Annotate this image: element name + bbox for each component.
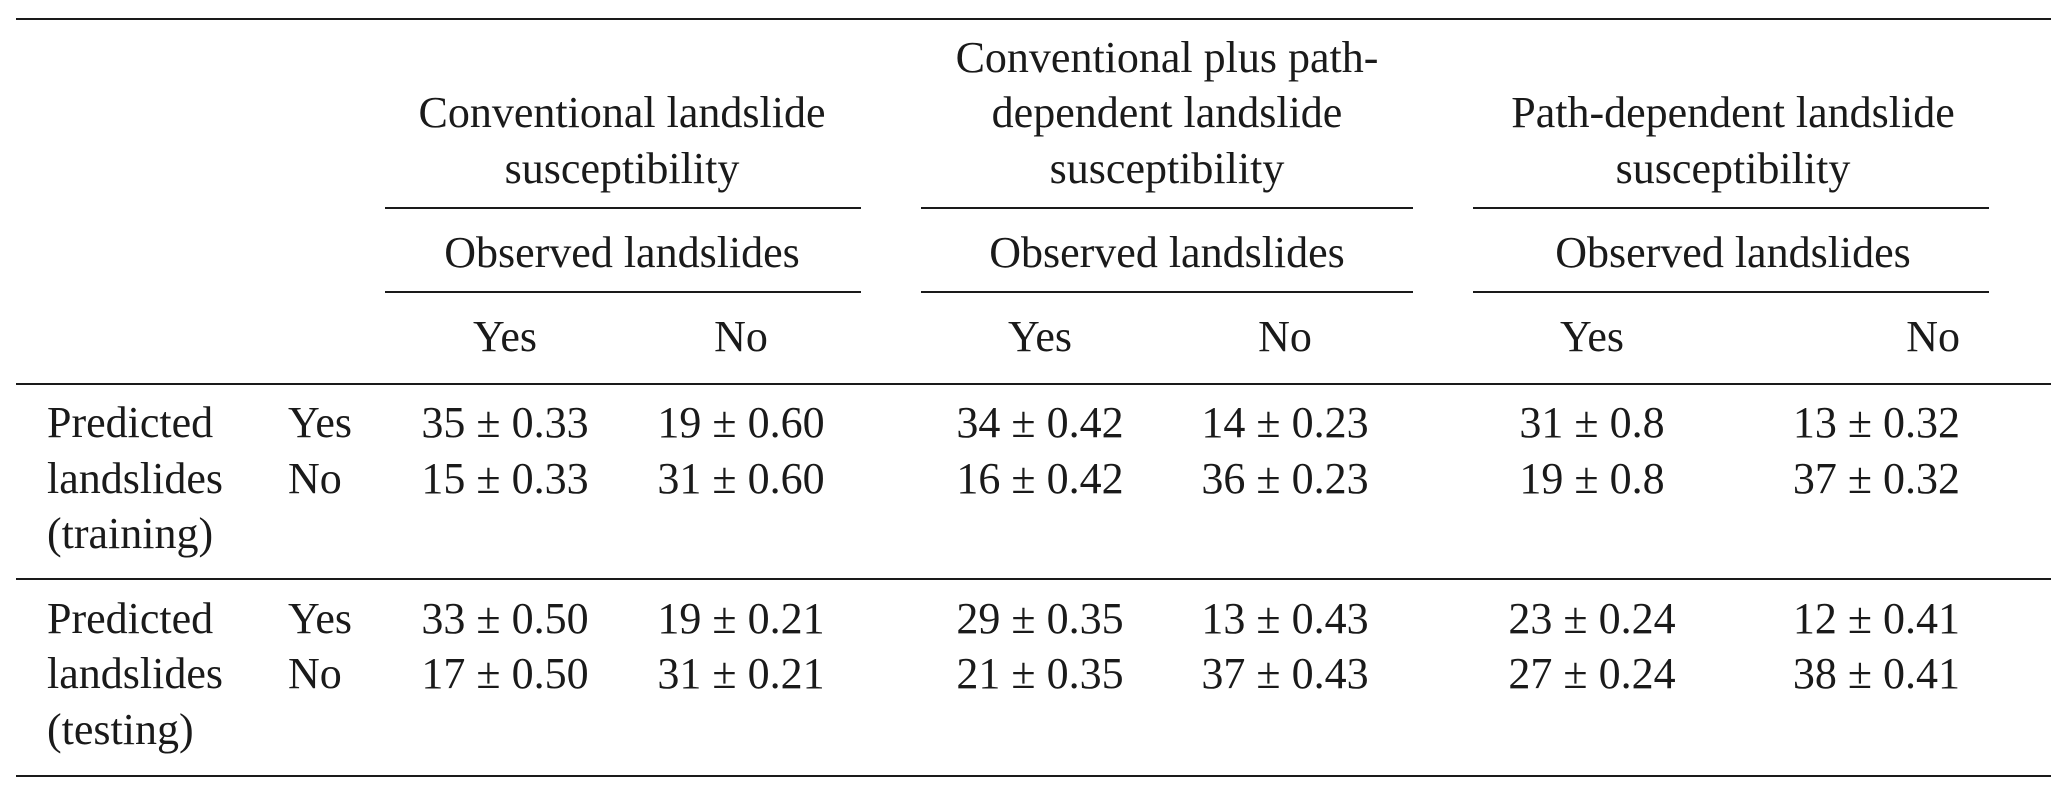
block-2-label-line-3: (testing) bbox=[47, 705, 194, 754]
table-cell: 16 ± 0.42 bbox=[956, 454, 1124, 503]
group-2-col-no: No bbox=[1258, 312, 1312, 361]
group-2-col-yes: Yes bbox=[1007, 312, 1073, 361]
group-1-col-no: No bbox=[714, 312, 768, 361]
group-3-cmidrule bbox=[1473, 207, 1989, 209]
table-cell: 19 ± 0.21 bbox=[657, 594, 825, 643]
table-cell: 27 ± 0.24 bbox=[1508, 649, 1676, 698]
table-cell: 35 ± 0.33 bbox=[421, 398, 589, 447]
table-cell: 29 ± 0.35 bbox=[956, 594, 1124, 643]
table-cell: 37 ± 0.43 bbox=[1201, 649, 1369, 698]
block-2-label-line-2: landslides bbox=[47, 649, 223, 698]
block-1-row-1-label: Yes bbox=[288, 398, 353, 447]
group-3-title-line-1: Path-dependent landslide bbox=[1511, 88, 1955, 137]
group-2-title-line-1: Conventional plus path- bbox=[955, 33, 1379, 82]
header-bottom-rule bbox=[16, 383, 2051, 385]
table-cell: 12 ± 0.41 bbox=[1792, 594, 1960, 643]
group-1-title-line-2: susceptibility bbox=[504, 144, 740, 193]
block-1-label-line-3: (training) bbox=[47, 509, 214, 558]
table-cell: 15 ± 0.33 bbox=[421, 454, 589, 503]
group-1-col-yes: Yes bbox=[472, 312, 538, 361]
top-rule bbox=[16, 18, 2051, 20]
block-2-row-1-label: Yes bbox=[288, 594, 353, 643]
table-cell: 23 ± 0.24 bbox=[1508, 594, 1676, 643]
group-2-sub-cmidrule bbox=[921, 291, 1413, 293]
table-cell: 31 ± 0.60 bbox=[657, 454, 825, 503]
block-2-row-2-label: No bbox=[288, 649, 342, 698]
group-3-sub-cmidrule bbox=[1473, 291, 1989, 293]
table-cell: 13 ± 0.32 bbox=[1792, 398, 1960, 447]
table-cell: 31 ± 0.8 bbox=[1519, 398, 1665, 447]
table-cell: 21 ± 0.35 bbox=[956, 649, 1124, 698]
group-3-col-yes: Yes bbox=[1559, 312, 1625, 361]
table-cell: 33 ± 0.50 bbox=[421, 594, 589, 643]
block-1-label-line-1: Predicted bbox=[47, 398, 214, 447]
table-cell: 19 ± 0.8 bbox=[1519, 454, 1665, 503]
group-2-subheader: Observed landslides bbox=[989, 228, 1345, 277]
block-1-label-line-2: landslides bbox=[47, 454, 223, 503]
group-1-subheader: Observed landslides bbox=[444, 228, 800, 277]
block-divider-rule bbox=[16, 578, 2051, 580]
table-cell: 38 ± 0.41 bbox=[1792, 649, 1960, 698]
group-1-cmidrule bbox=[385, 207, 861, 209]
block-2-label-line-1: Predicted bbox=[47, 594, 214, 643]
table-cell: 37 ± 0.32 bbox=[1792, 454, 1960, 503]
table-cell: 19 ± 0.60 bbox=[657, 398, 825, 447]
table-cell: 34 ± 0.42 bbox=[956, 398, 1124, 447]
group-2-cmidrule bbox=[921, 207, 1413, 209]
group-2-title-line-3: susceptibility bbox=[1049, 144, 1285, 193]
block-1-row-2-label: No bbox=[288, 454, 342, 503]
group-3-subheader: Observed landslides bbox=[1555, 228, 1911, 277]
group-1-sub-cmidrule bbox=[385, 291, 861, 293]
group-3-title-line-2: susceptibility bbox=[1615, 144, 1851, 193]
bottom-rule bbox=[16, 775, 2051, 777]
group-1-title-line-1: Conventional landslide bbox=[418, 88, 826, 137]
table-cell: 14 ± 0.23 bbox=[1201, 398, 1369, 447]
table-cell: 31 ± 0.21 bbox=[657, 649, 825, 698]
table-cell: 13 ± 0.43 bbox=[1201, 594, 1369, 643]
table-cell: 17 ± 0.50 bbox=[421, 649, 589, 698]
group-2-title-line-2: dependent landslide bbox=[991, 88, 1343, 137]
group-3-col-no: No bbox=[1906, 312, 1960, 361]
table-cell: 36 ± 0.23 bbox=[1201, 454, 1369, 503]
